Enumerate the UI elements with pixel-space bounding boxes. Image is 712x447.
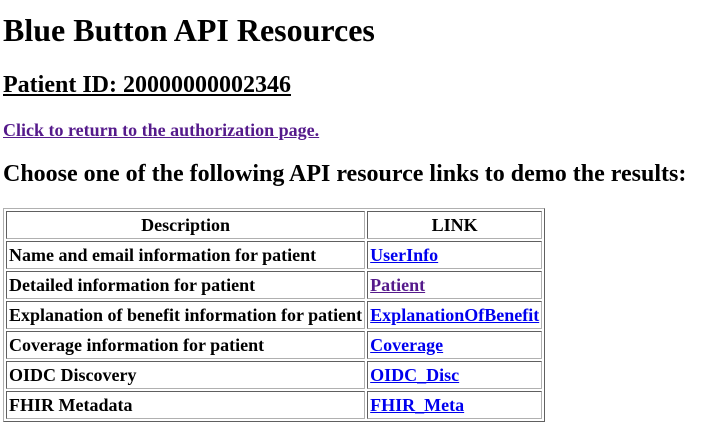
coverage-link[interactable]: Coverage — [370, 335, 444, 355]
row-link-cell — [367, 301, 542, 329]
row-link-cell — [367, 271, 542, 299]
row-description: OIDC Discovery — [6, 361, 365, 389]
return-to-authorization-link[interactable]: Click to return to the authorization page. — [3, 120, 320, 140]
row-link-cell — [367, 241, 542, 269]
table-row — [6, 331, 542, 359]
table-row — [6, 391, 542, 419]
row-description: Coverage information for patient — [6, 331, 365, 359]
row-description: FHIR Metadata — [6, 391, 365, 419]
oidc-discovery-link[interactable]: OIDC_Disc — [370, 365, 460, 385]
table-row — [6, 241, 542, 269]
description-column-header: Description — [6, 211, 365, 239]
api-resources-table — [3, 208, 545, 422]
link-column-header: LINK — [367, 211, 542, 239]
userinfo-link[interactable]: UserInfo — [370, 245, 439, 265]
table-row — [6, 271, 542, 299]
page-title: Blue Button API Resources — [3, 12, 375, 48]
table-row — [6, 301, 542, 329]
patient-id-heading: Patient ID: 20000000002346 — [3, 72, 291, 98]
fhir-metadata-link[interactable]: FHIR_Meta — [370, 395, 465, 415]
row-description: Explanation of benefit information for patient — [6, 301, 365, 329]
table-row — [6, 361, 542, 389]
row-link-cell — [367, 361, 542, 389]
row-link-cell — [367, 331, 542, 359]
table-header-row — [6, 211, 542, 239]
row-description: Name and email information for patient — [6, 241, 365, 269]
explanation-of-benefit-link[interactable]: ExplanationOfBenefit — [370, 305, 540, 325]
instructions-heading: Choose one of the following API resource links to demo the results: — [3, 161, 687, 187]
row-description: Detailed information for patient — [6, 271, 365, 299]
row-link-cell — [367, 391, 542, 419]
patient-link[interactable]: Patient — [370, 275, 426, 295]
